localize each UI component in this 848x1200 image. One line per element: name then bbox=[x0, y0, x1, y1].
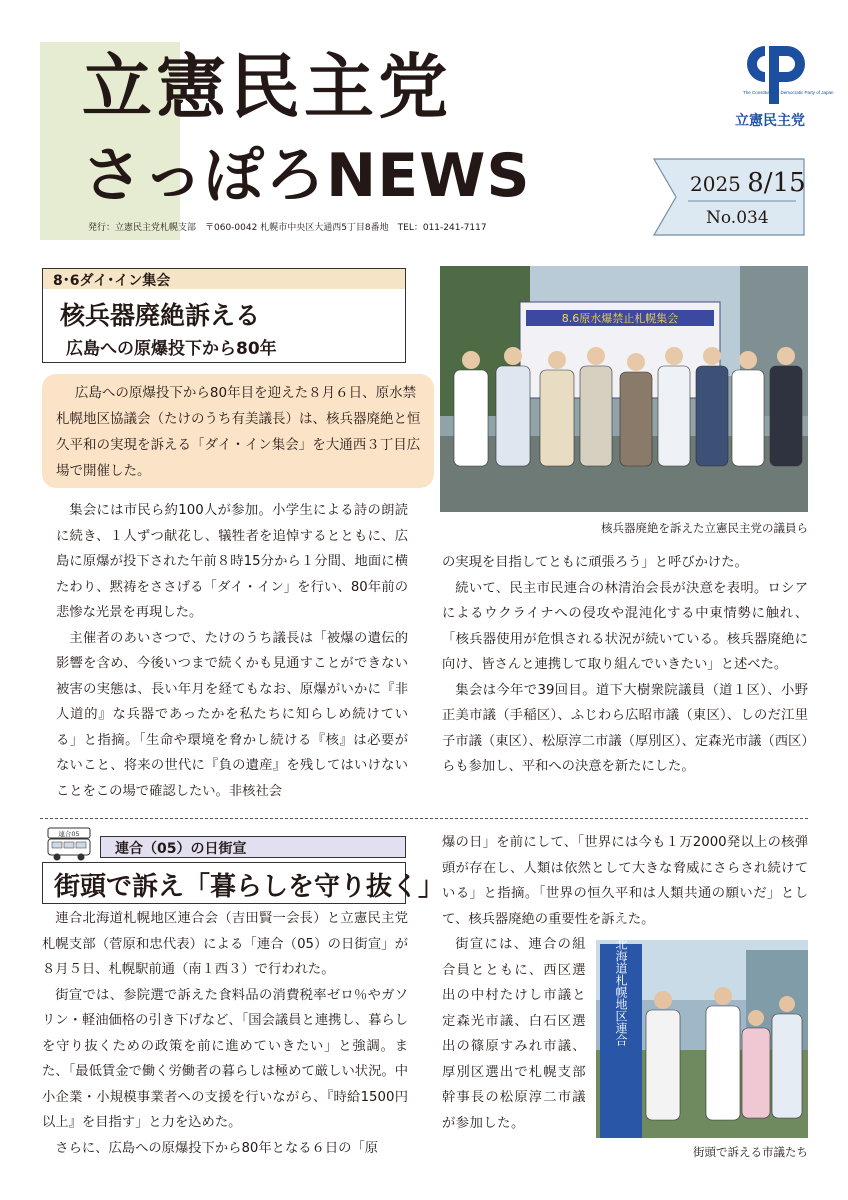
publisher-info: 発行：立憲民主党札幌支部 〒060-0042 札幌市中央区大通西5丁目8番地 TEL：011-241-7117 bbox=[88, 223, 487, 233]
paragraph: の実現を目指してともに頑張ろう」と呼びかけた。 bbox=[442, 555, 748, 570]
paragraph: 集会には市民ら約100人が参加。小学生による詩の朗読に続き、１人ずつ献花し、犠牲者を追悼するとともに、広島に原爆が投下された午前８時15分から１分間、地面に横たわり、黙祷をささげる「ダイ・イン」を行い、80年前の悲惨な光景を再現した。 bbox=[56, 503, 408, 620]
issue-month-day: 8/15 bbox=[747, 168, 806, 198]
photo-banner-text: 連合北海道札幌地区連合 bbox=[614, 914, 628, 1046]
paragraph: 街宣には、連合の組合員とともに、西区選出の中村たけし市議と定森光市議、白石区選出の篠原すみれ市議、厚別区選出で札幌支部幹事長の松原淳二市議が参加した。 bbox=[442, 937, 586, 1131]
article2-column3 bbox=[442, 932, 586, 1136]
rally-photo bbox=[440, 266, 808, 512]
logo-name: 立憲民主党 bbox=[735, 113, 805, 129]
issue-number: No.034 bbox=[706, 208, 769, 228]
masthead-title: 立憲民主党 bbox=[82, 46, 452, 128]
article1-column2 bbox=[442, 550, 808, 780]
rally-photo-caption: 核兵器廃絶を訴えた立憲民主党の議員ら bbox=[601, 521, 808, 535]
paragraph: 主催者のあいさつで、たけのうち議長は「被爆の遺伝的影響を含め、今後いつまで続くかも見通すことができない被害の実態は、長い年月を経てもなお、原爆がいかに『非人道的』な兵器であったかを私たちに知らしめ続けている」と指摘。「生命や環境を脅かし続ける『核』は必要がないこと、将来の世代に『負の遺産』を残してはいけないことをこの場で確認したい。非核社会 bbox=[56, 630, 408, 799]
street-speech-photo bbox=[596, 914, 808, 1138]
article2-headline: 街頭で訴え「暮らしを守り抜く」 bbox=[54, 872, 445, 902]
article1-lead: 広島への原爆投下から80年目を迎えた８月６日、原水禁札幌地区協議会（たけのうち有美議長）は、核兵器廃絶と恒久平和の実現を訴える「ダイ・イン集会」を大通西３丁目広場で開催した。 bbox=[56, 385, 421, 479]
section-divider bbox=[40, 818, 808, 819]
issue-year: 2025 bbox=[690, 172, 741, 196]
article2-column1 bbox=[42, 906, 408, 1161]
photo-banner-text: 8.6原水爆禁止札幌集会 bbox=[561, 312, 679, 325]
bus-label: 連合05 bbox=[58, 830, 80, 838]
bus-icon bbox=[46, 826, 92, 862]
paragraph: さらに、広島への原爆投下から80年となる６日の「原 bbox=[55, 1140, 379, 1156]
street-speech-photo-caption: 街頭で訴える市議たち bbox=[693, 1145, 808, 1159]
paragraph: 爆の日」を前にして、「世界には今も１万2000発以上の核弾頭が存在し、人類は依然として大きな脅威にさらされ続けている」と指摘。「世界の恒久平和は人類共通の願いだ」として、核兵器廃絶の重要性を訴えた。 bbox=[442, 835, 808, 927]
paragraph: 集会は今年で39回目。道下大樹衆院議員（道１区）、小野正美市議（手稲区）、ふじわら広昭市議（東区）、しのだ江里子市議（東区）、松原淳二市議（厚別区）、定森光市議（西区）らも参加し、平和への決意を新たにした。 bbox=[442, 682, 808, 774]
issue-date bbox=[690, 168, 806, 198]
logo-english-text: The Constitutional Democratic Party of Japan bbox=[743, 90, 834, 95]
paragraph: 連合北海道札幌地区連合会（吉田賢一会長）と立憲民主党札幌支部（菅原和忠代表）による「連合（05）の日街宣」が８月５日、札幌駅前通（南１西３）で行われた。 bbox=[42, 911, 408, 977]
masthead-subtitle: さっぽろNEWS bbox=[82, 141, 531, 211]
article2-category: 連合（05）の日街宣 bbox=[100, 836, 406, 858]
article1-column1 bbox=[56, 498, 408, 804]
paragraph: 街宣では、参院選で訴えた食料品の消費税率ゼロ％やガソリン・軽油価格の引き下げなど、「国会議員と連携し、暮らしを守り抜くための政策を前に進めていきたい」と強調。また、「最低賃金で働く労働者の暮らしは極めて厳しい状況。中小企業・小規模事業者への支援を行いながら、『時給1500円以上』を目指す」と力を込めた。 bbox=[42, 987, 408, 1130]
article1-subhead: 広島への原爆投下から80年 bbox=[66, 339, 277, 359]
article1-headline: 核兵器廃絶訴える bbox=[60, 301, 261, 330]
paragraph: 続いて、民主市民連合の林清治会長が決意を表明。ロシアによるウクライナへの侵攻や混沌化する中東情勢に触れ、「核兵器使用が危惧される状況が続いている。核兵器廃絶に向け、皆さんと連携して取り組んでいきたい」と述べた。 bbox=[442, 580, 808, 672]
article1-category: 8･6ダイ･イン集会 bbox=[42, 268, 406, 290]
